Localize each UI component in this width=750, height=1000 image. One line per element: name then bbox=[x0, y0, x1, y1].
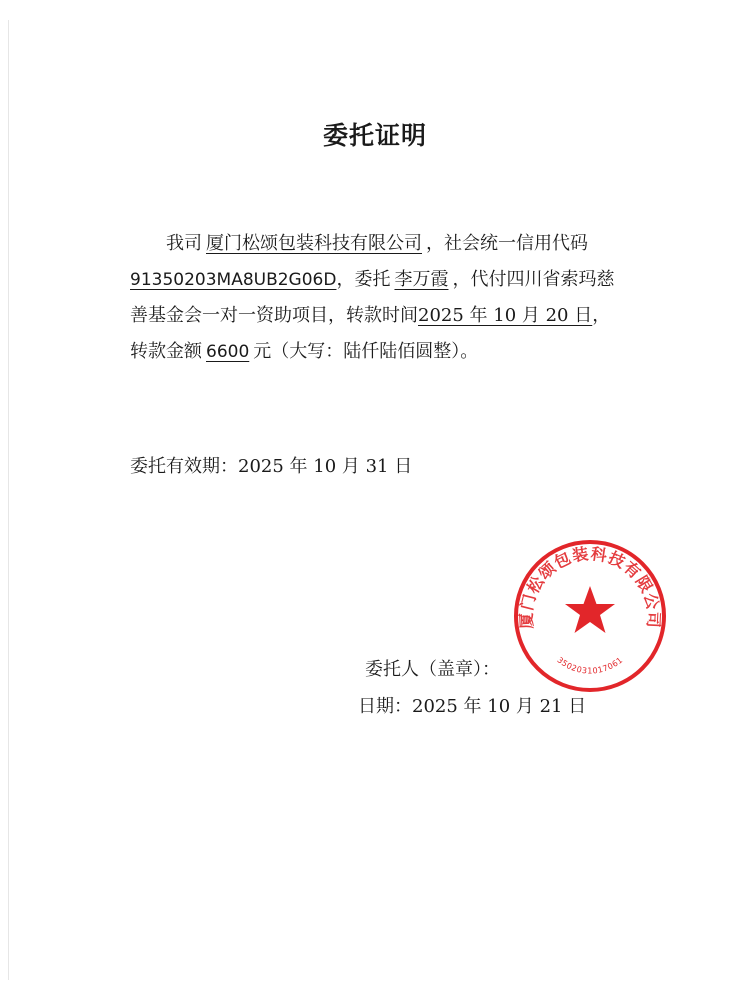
seal-number-text: 3502031017061 bbox=[555, 655, 625, 676]
transfer-date: 2025 年 10 月 20 日 bbox=[418, 305, 593, 326]
body-line-2 bbox=[130, 262, 650, 298]
signing-date: 日期：2025 年 10 月 21 日 bbox=[358, 696, 587, 717]
body-text: 转款金额 bbox=[130, 341, 202, 362]
validity-line: 委托有效期：2025 年 10 月 31 日 bbox=[130, 456, 413, 477]
scan-edge bbox=[8, 20, 9, 980]
document-title: 委托证明 bbox=[322, 121, 427, 150]
amount: 6600 bbox=[206, 342, 250, 362]
seal-company-text: 厦门松颂包装科技有限公司 bbox=[516, 543, 664, 630]
company-seal-stamp bbox=[512, 538, 668, 694]
body-text: ，社会统一信用代码 bbox=[426, 233, 588, 254]
company-name: 厦门松颂包装科技有限公司 bbox=[206, 233, 422, 254]
principal-label: 委托人（盖章）： bbox=[365, 659, 500, 680]
body-text: ， bbox=[592, 305, 611, 326]
body-line-4 bbox=[130, 334, 650, 370]
svg-text:3502031017061 bbox=[555, 655, 624, 675]
body-text: ，委托 bbox=[336, 269, 391, 290]
body-text: 善基金会一对一资助项目，转款时间 bbox=[130, 305, 418, 326]
body-line-1 bbox=[130, 226, 650, 262]
seal-star-icon bbox=[565, 586, 615, 633]
body-text: 我司 bbox=[166, 233, 202, 254]
credit-code: 91350203MA8UB2G06D bbox=[130, 270, 337, 290]
body-line-3 bbox=[130, 298, 650, 334]
body-paragraph bbox=[130, 226, 650, 370]
agent-name: 李万霞 bbox=[394, 269, 449, 290]
body-text: ，代付四川省索玛慈 bbox=[452, 269, 615, 290]
body-text: 元（大写：陆仟陆佰圆整）。 bbox=[253, 341, 479, 362]
